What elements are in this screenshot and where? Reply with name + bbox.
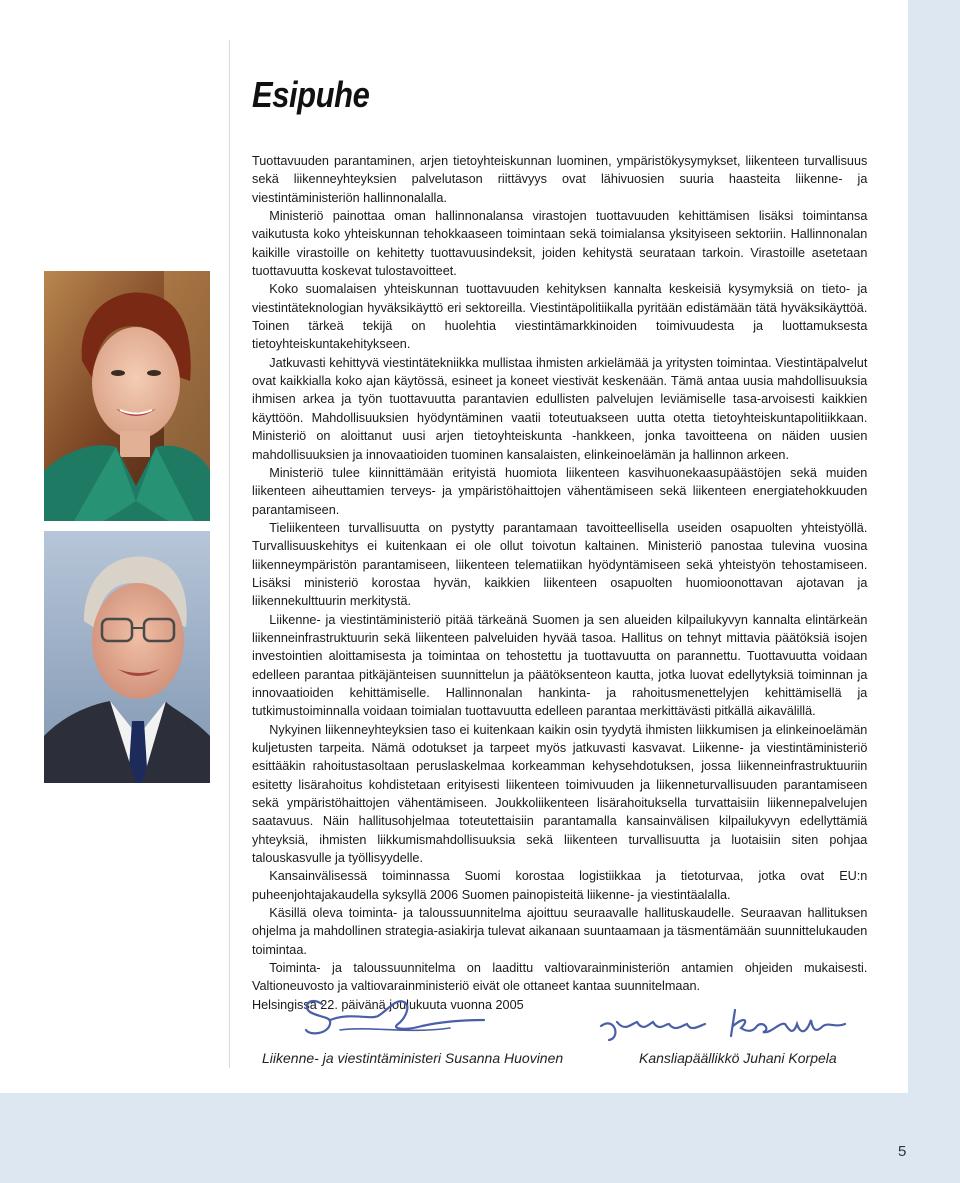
closing-date: Helsingissä 22. päivänä joulukuuta vuonna 2005 <box>252 996 524 1012</box>
paragraph: Nykyinen liikenneyhteyksien taso ei kuitenkaan kaikin osin tyydytä ihmisten liikkumisen ja elinkeinoelämän kuljetusten tarpeita. Nämä odotukset ja tarpeet myös jatkuvasti kasvavat. Liikenne- ja viestintäministeriö esittääkin rahoitustasoltaan peruslaskelmaa korkeamman kehysehdotuksen, jossa liikenneinfrastruktuuriin esitetty lisärahoitus kohdistetaan erityisesti liikenteen toimivuuden ja liikenneturvallisuuden parantamiseen sekä ympäristöhaittojen vähentämiseen. Joukkoliikenteen lisärahoituksella turvattaisiin liikennepalvelujen saatavuus. Näin hallitusohjelmaa toteutettaisiin parantamalla kansainvälisen kilpailukyvyn edellyttämiä yhteyksiä, ihmisten liikkumismahdollisuuksia sekä liikenteen turvallisuutta ja luotaisiin siten pohjaa talouskasvulle ja työllisyydelle. <box>252 721 868 866</box>
vertical-divider <box>229 40 230 1068</box>
paragraph: Käsillä oleva toiminta- ja taloussuunnitelma ajoittuu seuraavalle hallituskaudelle. Seuraavan hallituksen ohjelma ja mahdollinen strategia-asiakirja tulevat aikanaan suuntaamaan ja täsmentämään suunnittelukauden toimintaa. <box>252 905 868 957</box>
signature-korpela <box>595 1002 855 1044</box>
paragraph: Toiminta- ja taloussuunnitelma on laadittu valtiovarainministeriön antamien ohjeiden mukaisesti. Valtioneuvosto ja valtiovarainministeriö eivät ole ottaneet kantaa suunnitelmaan. <box>252 960 868 994</box>
page-number: 5 <box>898 1143 907 1160</box>
paragraph: Ministeriö painottaa oman hallinnonalansa virastojen tuottavuuden kehittämisen lisäksi toimintansa vaikutusta koko yhteiskunnan tehokkaaseen toimintaan sekä toimialansa yksityiseen sektoriin. Hallinnonalan kaikille virastoille on kehitetty tuottavuusindeksit, joiden kehitystä seurataan tarkoin. Virastoille asetetaan tuottavuutta koskevat tulostavoitteet. <box>252 208 868 279</box>
paragraph: Tuottavuuden parantaminen, arjen tietoyhteiskunnan luominen, ympäristökysymykset, liikenteen turvallisuus sekä liikenneyhteyksien palvelutason riittävyys ovat lähivuosien suuria haasteita liikenne- ja viestintäministeriön hallinnonalalla. <box>252 153 868 205</box>
portrait-minister-photo <box>44 271 210 521</box>
foreword-body <box>252 152 867 1014</box>
page-title: Esipuhe <box>252 74 370 115</box>
paragraph: Ministeriö tulee kiinnittämään erityistä huomiota liikenteen kasvihuonekaasupäästöjen sekä muiden liikenteen aiheuttamien terveys- ja ympäristöhaittojen vähentämiseen sekä liikenteen energiatehokkuuden parantamiseen. <box>252 464 868 517</box>
paragraph: Tieliikenteen turvallisuutta on pystytty parantamaan tavoitteellisella useiden osapuolten yhteistyöllä. Turvallisuuskehitys ei kuitenkaan ei ole ollut toivotun kaltainen. Ministeriö panostaa tulevina vuosina liikenneympäristön parantamiseen, liikenteen telematiikan hyödyntämiseen sekä yhteistyön tehostamiseen. Lisäksi ministeriö korostaa hyvän, kaikkien liikenteen osapuolten huomioonottavan ajotavan ja liikennekulttuurin merkitystä. <box>252 519 868 609</box>
paragraph: Kansainvälisessä toiminnassa Suomi korostaa logistiikkaa ja tietoturvaa, jotka ovat EU:n puheenjohtajakaudella syksyllä 2006 Suomen painopisteitä liikenne- ja viestintäalalla. <box>252 868 868 902</box>
signature-caption-minister: Liikenne- ja viestintäministeri Susanna Huovinen <box>262 1050 564 1066</box>
signature-caption-permanent-secretary: Kansliapäällikkö Juhani Korpela <box>639 1050 837 1066</box>
paragraph: Liikenne- ja viestintäministeriö pitää tärkeänä Suomen ja sen alueiden kilpailukyvyn kannalta elintärkeän liikenneinfrastruktuurin sekä liikenteen palveluiden hyvää tasoa. Hallitus on tehnyt mittavia päätöksiä isojen investointien aloittamisesta ja toimintaa on tehostettu ja tuottavuutta on parannettu. Tuottavuutta voidaan edelleen parantaa pitkäjänteisen suunnittelun ja päätöksenteon kautta, jotka luovat edellytyksiä toiminnan ja innovaatioiden kehittämiselle. Hallinnonalan hankinta- ja rahoitusmenettelyjen kehittämisellä ja tutkimustoiminnalla voidaan toimialan tuottavuutta edelleen parantaa merkittävästi pitkällä aikavälillä. <box>252 611 868 719</box>
paragraph: Koko suomalaisen yhteiskunnan tuottavuuden kehityksen kannalta keskeisiä kysymyksiä on tieto- ja viestintäteknologian hyväksikäyttö eri sektoreilla. Viestintäpolitiikalla pyritään edistämään tätä hyväksikäyttöä. Toinen tärkeä tekijä on huolehtia viestintämarkkinoiden toimivuudesta ja luottamuksesta tietoyhteiskuntakehitykseen. <box>252 281 868 352</box>
portrait-permanent-secretary-photo <box>44 531 210 783</box>
paragraph: Jatkuvasti kehittyvä viestintätekniikka mullistaa ihmisten arkielämää ja yritysten toimintaa. Viestintäpalvelut ovat kaikkialla koko ajan käytössä, esineet ja koneet viestivät keskenään. Tämä antaa uusia mahdollisuuksia ihmisen arkea ja työn tuottavuutta parantavien edullisten palvelujen leviämiselle tasa-arvoisesti kaikkien käyttöön. Mahdollisuuksien hyödyntäminen vaatii toteutuakseen uutta otetta tietoyhteiskuntapolitiikkaan. Ministeriö on aloittanut uusi arjen tietoyhteiskunta -hankkeen, jonka tavoitteena on näiden uusien mahdollisuuksien ja innovaatioiden tuominen kansalaisten, elinkeinoelämän ja hallinnon arkeen. <box>252 354 868 462</box>
signature-huovinen <box>300 990 490 1046</box>
